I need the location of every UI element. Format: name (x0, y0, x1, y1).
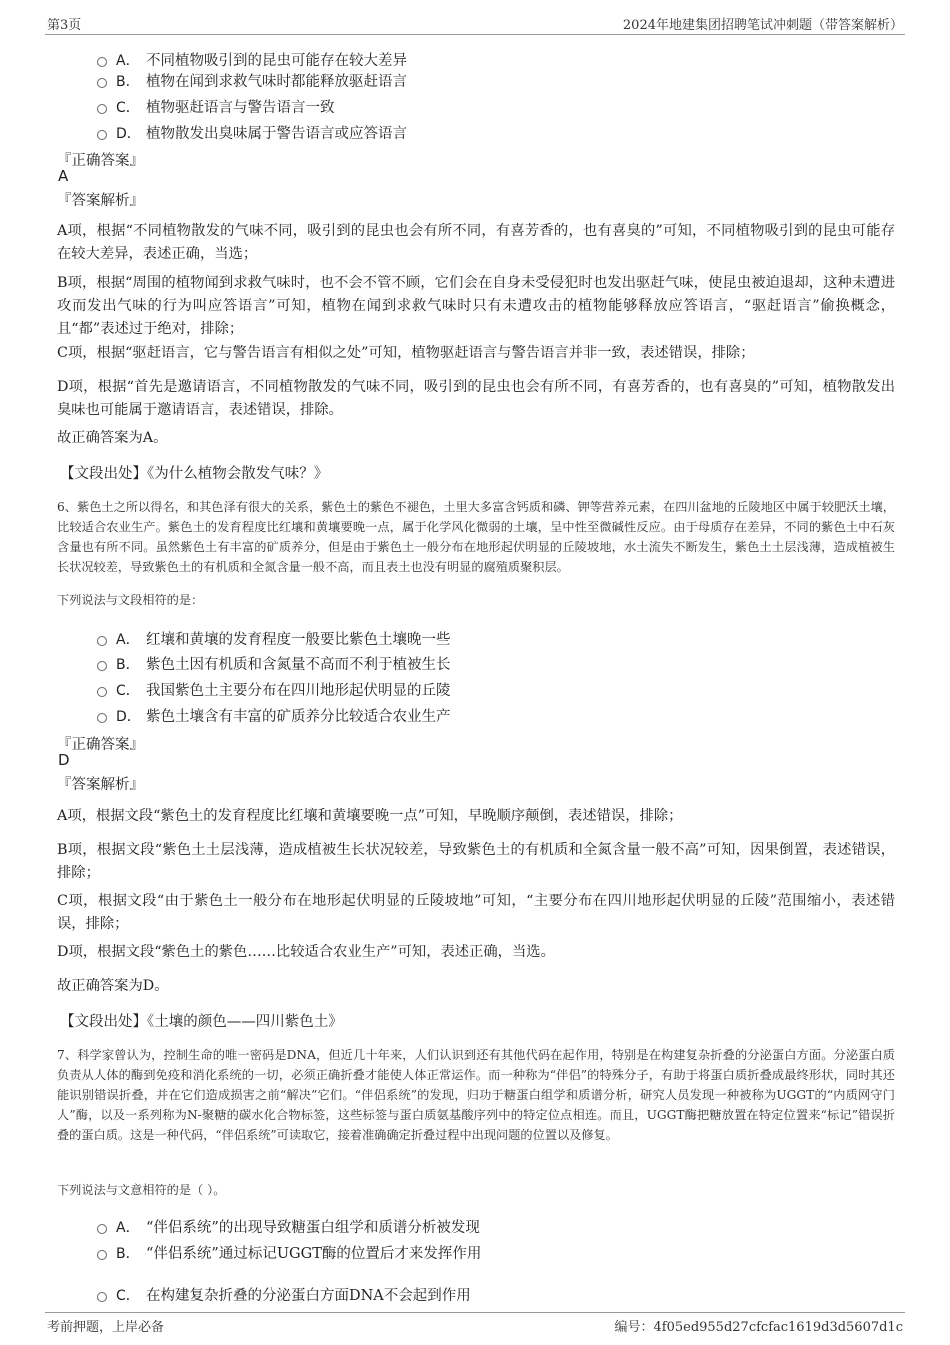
q6-analysis-label: 『答案解析』 (57, 777, 144, 793)
q7-option-b[interactable]: B． “伴侣系统”通过标记UGGT酶的位置后才来发挥作用 (97, 1242, 481, 1263)
option-text: “伴侣系统”的出现导致糖蛋白组学和质谱分析被发现 (146, 1220, 480, 1236)
q5-option-c[interactable]: C． 植物驱赶语言与警告语言一致 (97, 96, 335, 117)
q6-question: 下列说法与文段相符的是： (57, 593, 204, 607)
q5-analysis-d: D项，根据“首先是邀请语言，不同植物散发的气味不同，吸引到的昆虫也会有所不同，有喜芳香的，也有喜臭的”可知，植物散发出臭味也可能属于邀请语言，表述错误，排除。 (57, 379, 895, 418)
q6-option-d[interactable]: D． 紫色土壤含有丰富的矿质养分比较适合农业生产 (97, 705, 451, 726)
q5-analysis-a: A项，根据“不同植物散发的气味不同，吸引到的昆虫也会有所不同，有喜芳香的，也有喜臭的”可知，不同植物吸引到的昆虫可能存在较大差异，表述正确，当选； (57, 223, 895, 262)
q5-option-b[interactable]: B． 植物在闻到求救气味时都能释放驱赶语言 (97, 70, 407, 91)
option-text: “伴侣系统”通过标记UGGT酶的位置后才来发挥作用 (146, 1246, 482, 1262)
q7-passage: 7、科学家曾认为，控制生命的唯一密码是DNA，但近几十年来，人们认识到还有其他代码在起作用，特别是在构建复杂折叠的分泌蛋白方面。分泌蛋白质负责从人体的酶到免疫和消化系统的一切，必须正确折叠才能使人体正常运作。而一种称为“伴侣”的特殊分子，有助于将蛋白质折叠成最终形状，同时其还能识别错误折叠，并在它们造成损害之前“解决”它们。“伴侣系统”的发现，归功于糖蛋白组学和质谱分析，研究人员发现一种被称为UGGT的“内质网守门人”酶，以及一系列称为N-聚糖的碳水化合物标签，这些标签与蛋白质氨基酸序列中的特定位点相连。而且，UGGT酶把糖放置在特定位置来“标记”错误折叠的蛋白质。这是一种代码，“伴侣系统”可读取它，接着准确确定折叠过程中出现问题的位置以及修复。 (57, 1048, 895, 1142)
q6-source: 【文段出处】《土壤的颜色——四川紫色土》 (60, 1014, 343, 1030)
option-text: 在构建复杂折叠的分泌蛋白方面DNA不会起到作用 (146, 1288, 471, 1304)
q5-answer: A (58, 167, 69, 185)
radio-icon[interactable] (97, 713, 107, 723)
radio-icon[interactable] (97, 687, 107, 697)
radio-icon[interactable] (97, 661, 107, 671)
q6-answer: D (58, 751, 70, 769)
page-footer (45, 1312, 905, 1335)
q7-option-c[interactable]: C． 在构建复杂折叠的分泌蛋白方面DNA不会起到作用 (97, 1284, 471, 1305)
radio-icon[interactable] (97, 636, 107, 646)
radio-icon[interactable] (97, 1292, 107, 1302)
q5-option-d[interactable]: D． 植物散发出臭味属于警告语言或应答语言 (97, 122, 407, 143)
page-header (45, 12, 905, 35)
document-title: 2024年地建集团招聘笔试冲刺题（带答案解析） (622, 18, 903, 33)
radio-icon[interactable] (97, 1250, 107, 1260)
option-text: 红壤和黄壤的发育程度一般要比紫色土壤晚一些 (146, 632, 451, 648)
q5-conclusion: 故正确答案为A。 (57, 430, 168, 446)
q6-analysis-b: B项，根据文段“紫色土土层浅薄，造成植被生长状况较差，导致紫色土的有机质和全氮含量一般不高”可知，因果倒置，表述错误，排除； (57, 842, 895, 881)
option-text: 紫色土因有机质和含氮量不高而不利于植被生长 (146, 657, 451, 673)
option-text: 植物在闻到求救气味时都能释放驱赶语言 (146, 74, 407, 90)
option-text: 植物散发出臭味属于警告语言或应答语言 (146, 126, 407, 142)
option-text: 我国紫色土主要分布在四川地形起伏明显的丘陵 (146, 683, 451, 699)
q5-analysis-b: B项，根据“周围的植物闻到求救气味时，也不会不管不顾，它们会在自身未受侵犯时也发出驱赶气味，使昆虫被迫退却，这种未遭进攻而发出气味的行为叫应答语言”可知，植物在闻到求救气味时只有未遭攻击的植物能够释放应答语言，“驱赶语言”偷换概念，且“都”表述过于绝对，排除； (57, 275, 895, 337)
q7-question: 下列说法与文意相符的是（ ）。 (57, 1183, 226, 1197)
radio-icon[interactable] (97, 130, 107, 140)
q6-analysis-c: C项，根据文段“由于紫色土一般分布在地形起伏明显的丘陵坡地”可知，“主要分布在四川地形起伏明显的丘陵”范围缩小，表述错误，排除； (57, 893, 895, 932)
radio-icon[interactable] (97, 78, 107, 88)
option-text: 植物驱赶语言与警告语言一致 (146, 100, 335, 116)
q6-option-b[interactable]: B． 紫色土因有机质和含氮量不高而不利于植被生长 (97, 653, 451, 674)
q6-passage: 6、紫色土之所以得名，和其色泽有很大的关系，紫色土的紫色不褪色，土里大多富含钙质和磷、钾等营养元素，在四川盆地的丘陵地区中属于较肥沃土壤，比较适合农业生产。紫色土的发育程度比红壤和黄壤要晚一点，属于化学风化微弱的土壤，呈中性至微碱性反应。由于母质存在差异，不同的紫色土中石灰含量也有所不同。虽然紫色土有丰富的矿质养分，但是由于紫色土一般分布在地形起伏明显的丘陵坡地，水土流失不断发生，紫色土土层浅薄，造成植被生长状况较差，导致紫色土的有机质和全氮含量一般不高，而且表土也没有明显的腐殖质聚积层。 (57, 500, 895, 574)
q5-analysis-c: C项，根据“驱赶语言，它与警告语言有相似之处”可知，植物驱赶语言与警告语言并非一致，表述错误，排除； (57, 345, 755, 361)
radio-icon[interactable] (97, 104, 107, 114)
radio-icon[interactable] (97, 57, 107, 67)
q6-analysis-d: D项，根据文段“紫色土的紫色……比较适合农业生产”可知，表述正确，当选。 (57, 944, 555, 960)
q5-answer-label: 『正确答案』 (57, 153, 144, 169)
document-id: 编号：4f05ed955d27cfcfac1619d3d5607d1c (614, 1320, 903, 1335)
q7-option-a[interactable]: A． “伴侣系统”的出现导致糖蛋白组学和质谱分析被发现 (97, 1216, 480, 1237)
q6-analysis-a: A项，根据文段“紫色土的发育程度比红壤和黄壤要晚一点”可知，早晚顺序颠倒，表述错误，排除； (57, 808, 683, 824)
option-text: 不同植物吸引到的昆虫可能存在较大差异 (146, 53, 407, 69)
q5-option-a[interactable]: A． 不同植物吸引到的昆虫可能存在较大差异 (97, 49, 407, 70)
option-text: 紫色土壤含有丰富的矿质养分比较适合农业生产 (146, 709, 451, 725)
radio-icon[interactable] (97, 1224, 107, 1234)
footer-slogan: 考前押题，上岸必备 (47, 1320, 165, 1335)
q6-option-c[interactable]: C． 我国紫色土主要分布在四川地形起伏明显的丘陵 (97, 679, 451, 700)
q5-analysis-label: 『答案解析』 (57, 193, 144, 209)
q6-conclusion: 故正确答案为D。 (57, 978, 169, 994)
q6-answer-label: 『正确答案』 (57, 737, 144, 753)
q6-option-a[interactable]: A． 红壤和黄壤的发育程度一般要比紫色土壤晚一些 (97, 628, 451, 649)
page-number: 第3页 (47, 18, 82, 33)
q5-source: 【文段出处】《为什么植物会散发气味？》 (60, 466, 329, 482)
